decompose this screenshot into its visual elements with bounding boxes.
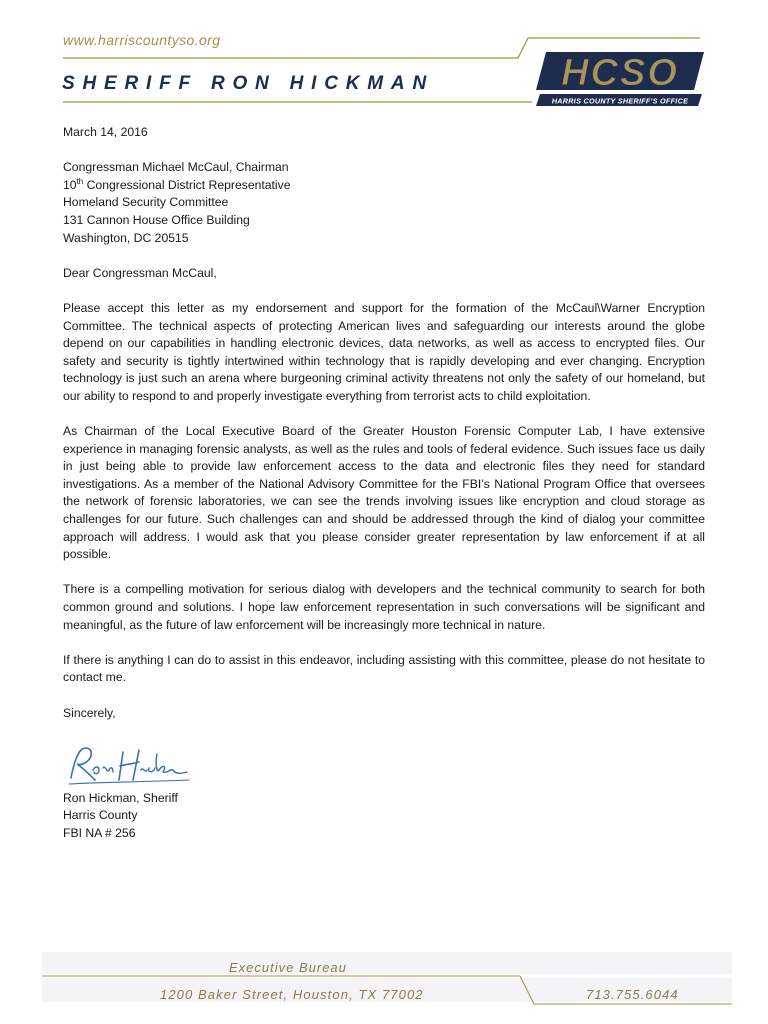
letter-body xyxy=(63,124,705,843)
body-paragraph: If there is anything I can do to assist in this endeavor, including assisting with this committee, please do not hesitate to contact me. xyxy=(63,652,705,685)
closing: Sincerely, xyxy=(63,705,116,720)
recipient-line: Congressman Michael McCaul, Chairman xyxy=(63,160,289,175)
body-paragraph: Please accept this letter as my endorsement and support for the formation of the McCaul\Warner Encryption Committee. The technical aspects of protecting American lives and safeguarding our interests around the globe depend on our capabilities in handling electronic devices, data networks, as well as access to encrypted files. Our safety and security is tightly intertwined within technology that is rapidly developing and ever changing. Encryption technology is just such an arena where burgeoning criminal activity threatens not only the safety of our homeland, but our ability to respond to and properly investigate everything from terrorist acts to child exploitation. xyxy=(63,300,705,403)
signer-fbi: FBI NA # 256 xyxy=(63,825,136,840)
recipient-line: 131 Cannon House Office Building xyxy=(63,212,250,227)
signer-name: Ron Hickman, Sheriff xyxy=(63,790,178,805)
recipient-address xyxy=(63,159,705,247)
footer-frame xyxy=(0,944,768,1024)
signature-image xyxy=(63,740,193,790)
recipient-line: Washington, DC 20515 xyxy=(63,230,189,245)
recipient-line: 10th Congressional District Representative xyxy=(63,176,291,192)
signer-county: Harris County xyxy=(63,808,138,823)
footer-phone: 713.755.6044 xyxy=(586,987,679,1002)
body-paragraph: As Chairman of the Local Executive Board of the Greater Houston Forensic Computer Lab, I have extensive experience in managing forensic analysts, as well as the rules and tools of federal evidence. Such issues face us daily in just being able to provide law enforcement access to the data and electronic files they need for standard investigations. As a member of the National Advisory Committee for the FBI’s National Program Office that oversees the network of forensic laboratories, we can see the trends involving issues like encryption and cloud storage as challenges for our future. Such challenges can and should be addressed through the kind of dialog your committee approach will address. I would ask that you please consider greater representation by law enforcement if at all possible. xyxy=(63,424,705,562)
sheriff-title: SHERIFF RON HICKMAN xyxy=(62,73,434,94)
hcso-logo xyxy=(532,46,712,110)
logo-text: HCSO xyxy=(561,52,679,94)
signer-block xyxy=(63,790,705,843)
body-paragraph: There is a compelling motivation for serious dialog with developers and the technical community to search for both common ground and solutions. I hope law enforcement representation in such conversations will be significant and meaningful, as the future of law enforcement will be increasingly more technical in nature. xyxy=(63,582,705,632)
footer-address: 1200 Baker Street, Houston, TX 77002 xyxy=(160,987,424,1002)
website-url: www.harriscountyso.org xyxy=(63,32,221,48)
recipient-line: Homeland Security Committee xyxy=(63,195,229,210)
salutation: Dear Congressman McCaul, xyxy=(63,265,217,280)
letter-date: March 14, 2016 xyxy=(63,125,148,139)
footer-bureau: Executive Bureau xyxy=(229,960,347,975)
logo-subtitle: HARRIS COUNTY SHERIFF'S OFFICE xyxy=(551,96,689,106)
